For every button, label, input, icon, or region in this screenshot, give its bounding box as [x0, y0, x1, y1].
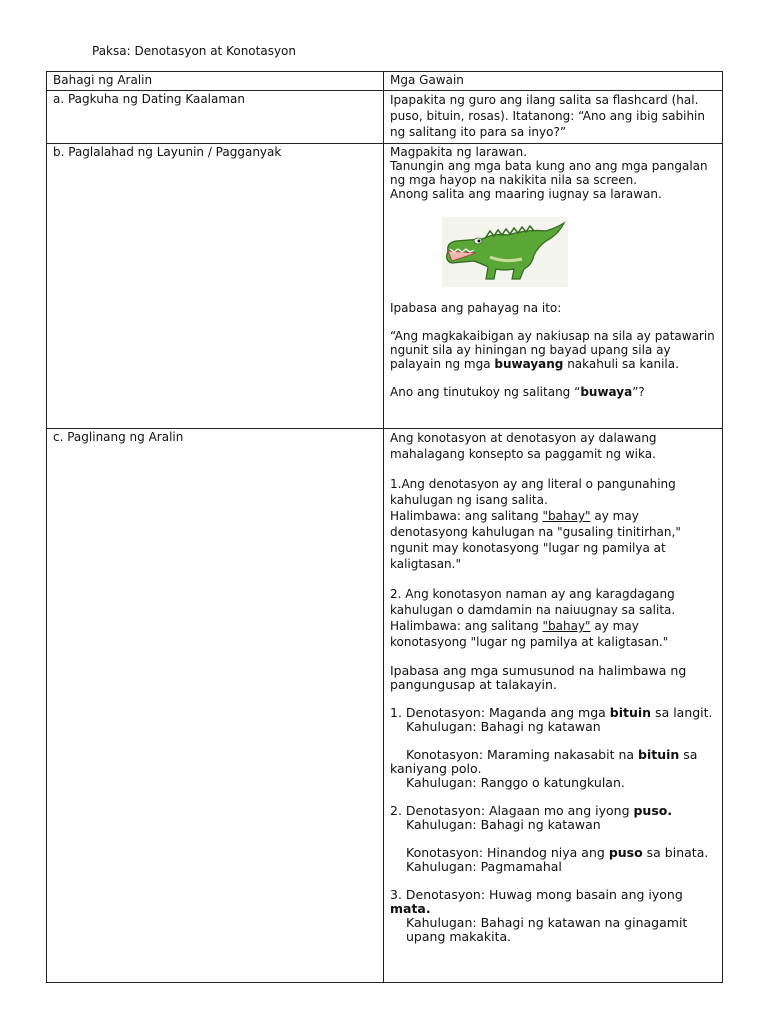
example-3-denotation-meaning: Kahulugan: Bahagi ng katawan na ginagamit upang makakita. — [406, 915, 688, 944]
row-a-activity-text: Ipapakita ng guro ang ilang salita sa flashcard (hal. puso, bituin, rosas). Itatanong: “Ano ang ibig sabihin ng salitang ito para sa inyo?” — [390, 93, 705, 139]
table-row — [47, 144, 723, 429]
table-header-row — [47, 72, 723, 91]
table-row — [47, 91, 723, 144]
lesson-plan-table — [46, 71, 723, 983]
row-b-line3: Anong salita ang maaring iugnay sa larawan. — [390, 187, 662, 201]
row-c-def2: 2. Ang konotasyon naman ay ang karagdagang kahulugan o damdamin na naiuugnay sa salita. — [390, 587, 676, 617]
example-2-denotation: 2. Denotasyon: Alagaan mo ang iyong puso. — [390, 803, 673, 818]
row-b-question: Ano ang tinutukoy ng salitang “buwaya”? — [390, 385, 645, 399]
row-b-part: b. Paglalahad ng Layunin / Pagganyak — [47, 144, 384, 429]
row-c-activity — [384, 429, 723, 983]
row-a-activity — [384, 91, 723, 144]
row-b-line1: Magpakita ng larawan. — [390, 145, 528, 159]
row-c-ex2: Halimbawa: ang salitang "bahay" ay may konotasyong "lugar ng pamilya at kaligtasan." — [390, 619, 669, 649]
page-title: Paksa: Denotasyon at Konotasyon — [92, 44, 296, 58]
row-b-quote: “Ang magkakaibigan ay nakiusap na sila ay patawarin ngunit sila ay hiningan ng bayad upang sila ay palayain ng mga buwayang nakahuli sa kanila. — [390, 329, 715, 371]
row-c-examples — [390, 664, 716, 944]
table-row — [47, 429, 723, 983]
example-1-connotation-meaning: Kahulugan: Ranggo o katungkulan. — [406, 775, 625, 790]
row-b-line2: Tanungin ang mga bata kung ano ang mga pangalan ng mga hayop na nakikita nila sa screen. — [390, 159, 708, 187]
row-c-def1: 1.Ang denotasyon ay ang literal o pangunahing kahulugan ng isang salita. — [390, 477, 676, 507]
example-1-denotation-meaning: Kahulugan: Bahagi ng katawan — [406, 719, 601, 734]
crocodile-illustration — [442, 217, 568, 287]
header-part: Bahagi ng Aralin — [47, 72, 384, 91]
row-c-ex1: Halimbawa: ang salitang "bahay" ay may denotasyong kahulugan na "gusaling tinitirhan," ngunit may konotasyong "lugar ng pamilya at kaligtasan." — [390, 509, 681, 571]
header-activities: Mga Gawain — [384, 72, 723, 91]
example-3-denotation: 3. Denotasyon: Huwag mong basain ang iyong mata. — [390, 887, 683, 916]
row-c-intro: Ang konotasyon at denotasyon ay dalawang mahalagang konsepto sa paggamit ng wika. — [390, 431, 657, 461]
example-1-connotation: Konotasyon: Maraming nakasabit na bituin sa kaniyang polo. — [390, 747, 698, 776]
row-c-instruction: Ipabasa ang mga sumusunod na halimbawa ng pangungusap at talakayin. — [390, 663, 687, 692]
row-b-read-prompt: Ipabasa ang pahayag na ito: — [390, 301, 562, 315]
row-a-part: a. Pagkuha ng Dating Kaalaman — [47, 91, 384, 144]
example-1-denotation: 1. Denotasyon: Maganda ang mga bituin sa langit. — [390, 705, 713, 720]
example-2-connotation: Konotasyon: Hinandog niya ang puso sa binata. — [406, 845, 709, 860]
example-2-denotation-meaning: Kahulugan: Bahagi ng katawan — [406, 817, 601, 832]
row-c-part: c. Paglinang ng Aralin — [47, 429, 384, 983]
example-2-connotation-meaning: Kahulugan: Pagmamahal — [406, 859, 562, 874]
row-b-activity — [384, 144, 723, 429]
